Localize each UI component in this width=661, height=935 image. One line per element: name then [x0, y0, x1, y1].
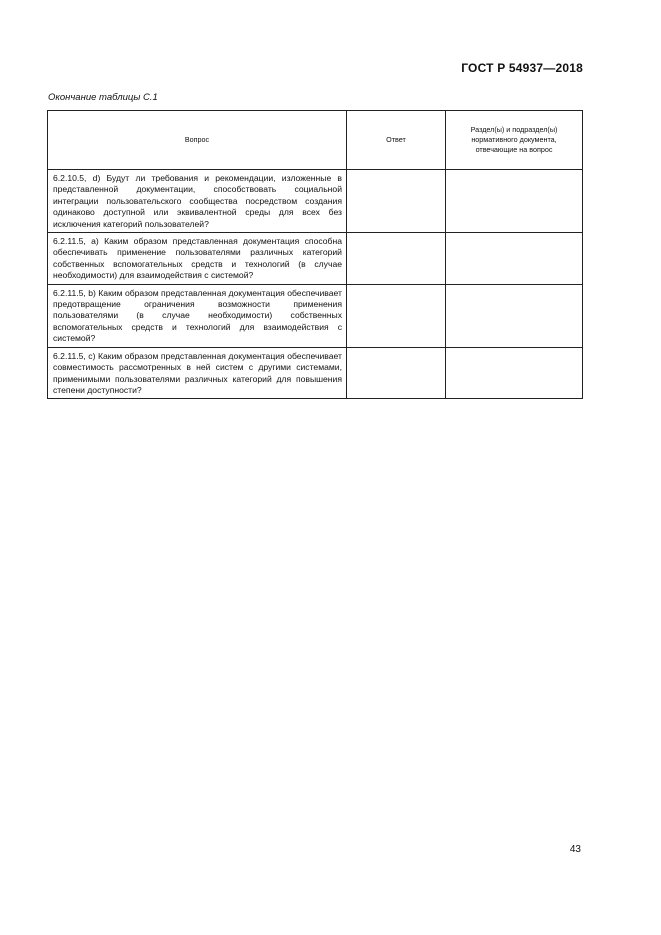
reference-cell [446, 347, 583, 399]
reference-cell [446, 284, 583, 347]
table-row [48, 284, 583, 347]
reference-cell [446, 233, 583, 285]
column-header-answer: Ответ [347, 111, 446, 170]
answer-cell [347, 233, 446, 285]
question-cell: 6.2.11.5, c) Каким образом представленная документация обеспечивает совместимость рассмотренных в ней систем с другими системами, применимыми пользователями различных категорий для повышения степени доступности? [48, 347, 347, 399]
answer-cell [347, 284, 446, 347]
column-header-reference: Раздел(ы) и подраздел(ы) нормативного документа, отвечающие на вопрос [446, 111, 583, 170]
table-row [48, 347, 583, 399]
table-caption: Окончание таблицы С.1 [48, 92, 158, 103]
question-cell: 6.2.10.5, d) Будут ли требования и рекомендации, изложенные в представленной документации, способствовать социальной интеграции пользовательского сообщества посредством создания одинаково доступной или эквивалентной среды для всех без исключения категорий пользователей? [48, 170, 347, 233]
standard-code: ГОСТ Р 54937—2018 [461, 61, 583, 75]
questions-table [47, 110, 583, 399]
question-cell: 6.2.11.5, a) Каким образом представленная документация способна обеспечивать применение пользователями различных категорий собственных вспомогательных средств и технологий (в случае необходимости) для взаимодействия с системой? [48, 233, 347, 285]
table-header-row [48, 111, 583, 170]
answer-cell [347, 347, 446, 399]
answer-cell [347, 170, 446, 233]
table-row [48, 233, 583, 285]
table-row [48, 170, 583, 233]
page-number: 43 [569, 844, 581, 855]
reference-cell [446, 170, 583, 233]
question-cell: 6.2.11.5, b) Каким образом представленная документация обеспечивает предотвращение ограничения возможности применения пользователями (в случае необходимости) собственных вспомогательных средств и технологий для взаимодействия с системой? [48, 284, 347, 347]
column-header-question: Вопрос [48, 111, 347, 170]
